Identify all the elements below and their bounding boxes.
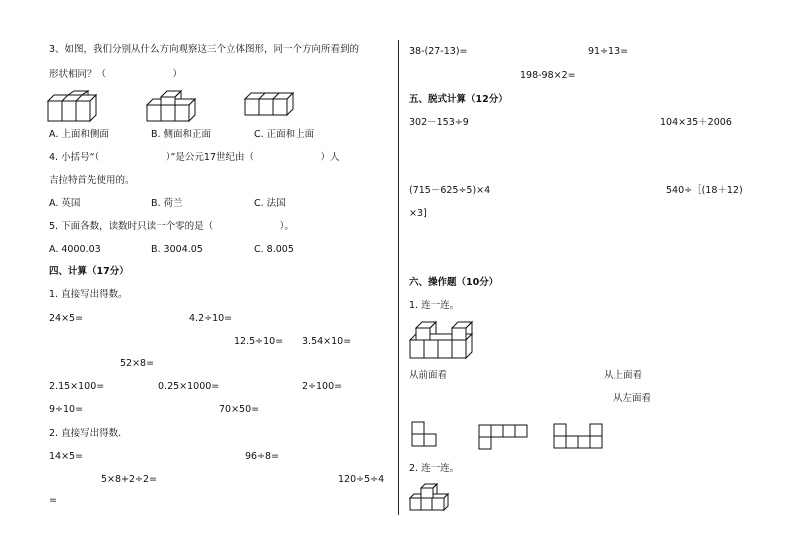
expr-item: 540÷［(18＋12) bbox=[666, 185, 743, 196]
sub1-title: 1. 直接写出得数。 bbox=[49, 289, 128, 300]
calc-item: 52×8= bbox=[120, 358, 155, 369]
q4-option-a: A. 英国 bbox=[49, 198, 81, 209]
section4-title: 四、计算（17分） bbox=[49, 266, 129, 277]
calc-item: 70×50= bbox=[219, 404, 260, 415]
view-label-front: 从前面看 bbox=[409, 370, 448, 381]
q4-text-line2: 吉拉特首先使用的。 bbox=[49, 175, 135, 186]
expr-item: 104×35＋2006 bbox=[660, 117, 732, 128]
calc-item: 96÷8= bbox=[245, 451, 280, 462]
q3-solid-figure-b bbox=[146, 91, 202, 121]
calc-item: 198-98×2= bbox=[520, 70, 576, 81]
calc-item: 4.2÷10= bbox=[189, 313, 233, 324]
expr-item: (715－625÷5)×4 bbox=[409, 185, 491, 196]
q3-text-line2: 形状相同？（ ） bbox=[49, 69, 183, 80]
calc-item: 38-(27-13)= bbox=[409, 46, 468, 57]
q3-text-line1: 3、如图，我们分别从什么方向观察这三个立体图形，同一个方向所看到的 bbox=[49, 44, 360, 55]
q3-solid-figure-a bbox=[47, 91, 103, 121]
q5-option-b: B. 3004.05 bbox=[151, 244, 203, 255]
section5-title: 五、脱式计算（12分） bbox=[409, 94, 508, 105]
calc-item: 5×8+2÷2= bbox=[101, 474, 158, 485]
section6-title: 六、操作题（10分） bbox=[409, 277, 499, 288]
calc-item: 0.25×1000= bbox=[158, 381, 220, 392]
q5-option-c: C. 8.005 bbox=[254, 244, 294, 255]
sub2-title: 2. 直接写出得数. bbox=[49, 428, 122, 439]
q5-option-a: A. 4000.03 bbox=[49, 244, 101, 255]
q3-option-c: C. 正面和上面 bbox=[254, 129, 315, 140]
q3-solid-figure-c bbox=[244, 91, 300, 121]
calc-item: 120÷5÷4 bbox=[338, 474, 385, 485]
q5-text: 5. 下面各数，读数时只读一个零的是（ ）。 bbox=[49, 221, 294, 232]
view-label-top: 从上面看 bbox=[604, 370, 643, 381]
expr-item: 302－153÷9 bbox=[409, 117, 469, 128]
calc-item: 24×5= bbox=[49, 313, 84, 324]
calc-item: 12.5÷10= bbox=[234, 336, 284, 347]
calc-item: 91÷13= bbox=[588, 46, 629, 57]
view-shape-2 bbox=[479, 425, 529, 449]
q4-option-b: B. 荷兰 bbox=[151, 198, 183, 209]
view-shape-1 bbox=[412, 422, 438, 446]
operation-solid-figure-2 bbox=[409, 483, 449, 510]
q4-text-line1: 4. 小括号“（ ）”是公元17世纪由（ ）人 bbox=[49, 152, 340, 163]
calc-item: 14×5= bbox=[49, 451, 84, 462]
calc-item: 2.15×100= bbox=[49, 381, 105, 392]
expr-item: ×3] bbox=[409, 208, 427, 219]
s6-q2-title: 2. 连一连。 bbox=[409, 463, 460, 474]
view-shape-3 bbox=[554, 424, 604, 448]
calc-item: = bbox=[49, 495, 57, 506]
calc-item: 2÷100= bbox=[302, 381, 343, 392]
column-divider bbox=[398, 40, 399, 515]
q3-option-b: B. 侧面和正面 bbox=[151, 129, 212, 140]
operation-solid-figure bbox=[409, 322, 475, 358]
s6-q1-title: 1. 连一连。 bbox=[409, 300, 460, 311]
q4-option-c: C. 法国 bbox=[254, 198, 286, 209]
q3-option-a: A. 上面和侧面 bbox=[49, 129, 109, 140]
calc-item: 9÷10= bbox=[49, 404, 84, 415]
calc-item: 3.54×10= bbox=[302, 336, 352, 347]
view-label-left: 从左面看 bbox=[613, 393, 652, 404]
